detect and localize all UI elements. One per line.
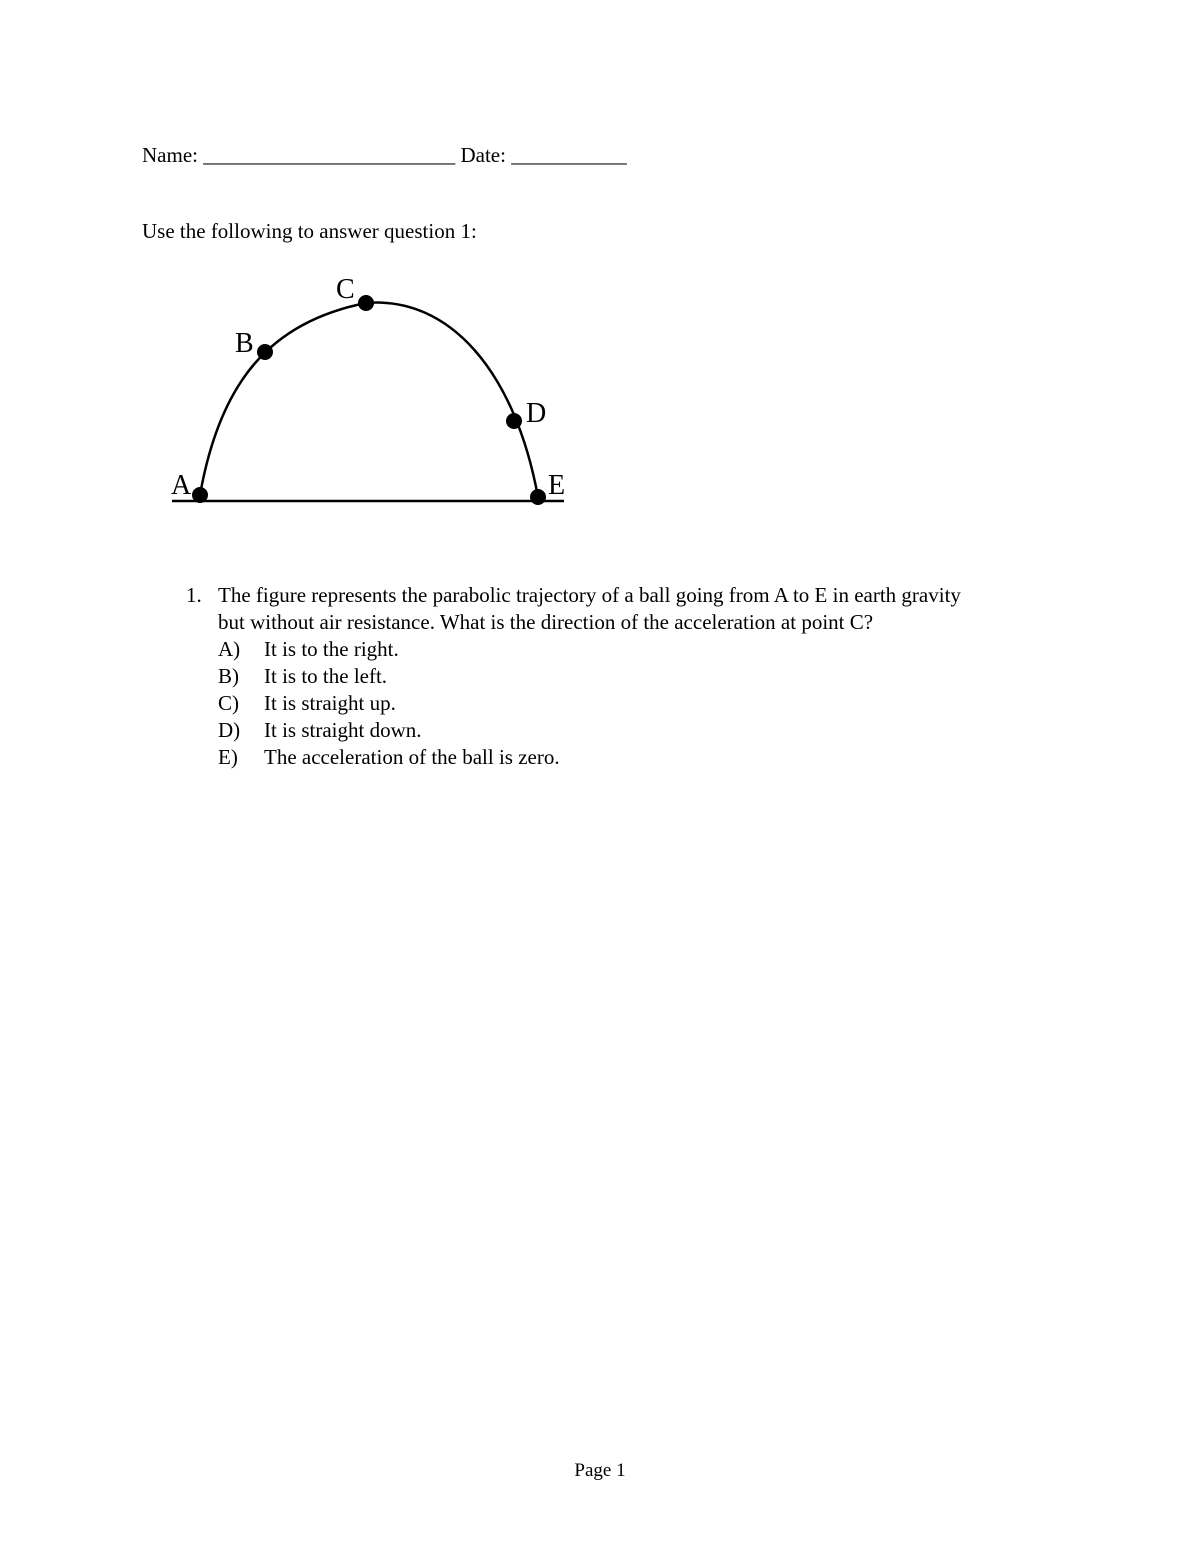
page-number: Page 1 bbox=[574, 1460, 626, 1481]
intro-instruction: Use the following to answer question 1: bbox=[142, 219, 477, 243]
option-e bbox=[218, 744, 1086, 771]
option-letter: E) bbox=[218, 745, 238, 769]
option-text: It is straight up. bbox=[264, 691, 396, 715]
option-a bbox=[218, 636, 1086, 663]
point-c-marker bbox=[358, 295, 374, 311]
option-d bbox=[218, 717, 1086, 744]
option-letter: C) bbox=[218, 691, 239, 715]
option-b bbox=[218, 663, 1086, 690]
question-text: The figure represents the parabolic trajectory of a ball going from A to E in earth gravity but without air resistance. What is the direction of the acceleration at point C? bbox=[218, 583, 961, 634]
point-e-marker bbox=[530, 489, 546, 505]
point-e-label: E bbox=[548, 470, 566, 501]
question-stem bbox=[186, 582, 1086, 636]
option-text: It is to the right. bbox=[264, 637, 399, 661]
option-letter: A) bbox=[218, 637, 241, 661]
point-d-marker bbox=[506, 413, 522, 429]
point-b-label: B bbox=[235, 328, 254, 359]
question-number: 1. bbox=[186, 583, 202, 607]
option-letter: D) bbox=[218, 718, 241, 742]
trajectory-diagram bbox=[160, 262, 580, 522]
option-c bbox=[218, 690, 1086, 717]
point-c-label: C bbox=[336, 274, 355, 305]
option-text: It is straight down. bbox=[264, 718, 422, 742]
point-a-label: A bbox=[171, 470, 192, 501]
option-text: It is to the left. bbox=[264, 664, 388, 688]
option-letter: B) bbox=[218, 664, 239, 688]
option-text: The acceleration of the ball is zero. bbox=[264, 745, 560, 769]
point-b-marker bbox=[257, 344, 273, 360]
point-a-marker bbox=[192, 487, 208, 503]
answer-options bbox=[218, 636, 1086, 771]
name-date-line: Name: ________________________ Date: ___________ bbox=[142, 143, 627, 167]
question-1 bbox=[186, 582, 1086, 771]
point-d-label: D bbox=[526, 398, 547, 429]
trajectory-figure bbox=[160, 262, 580, 522]
